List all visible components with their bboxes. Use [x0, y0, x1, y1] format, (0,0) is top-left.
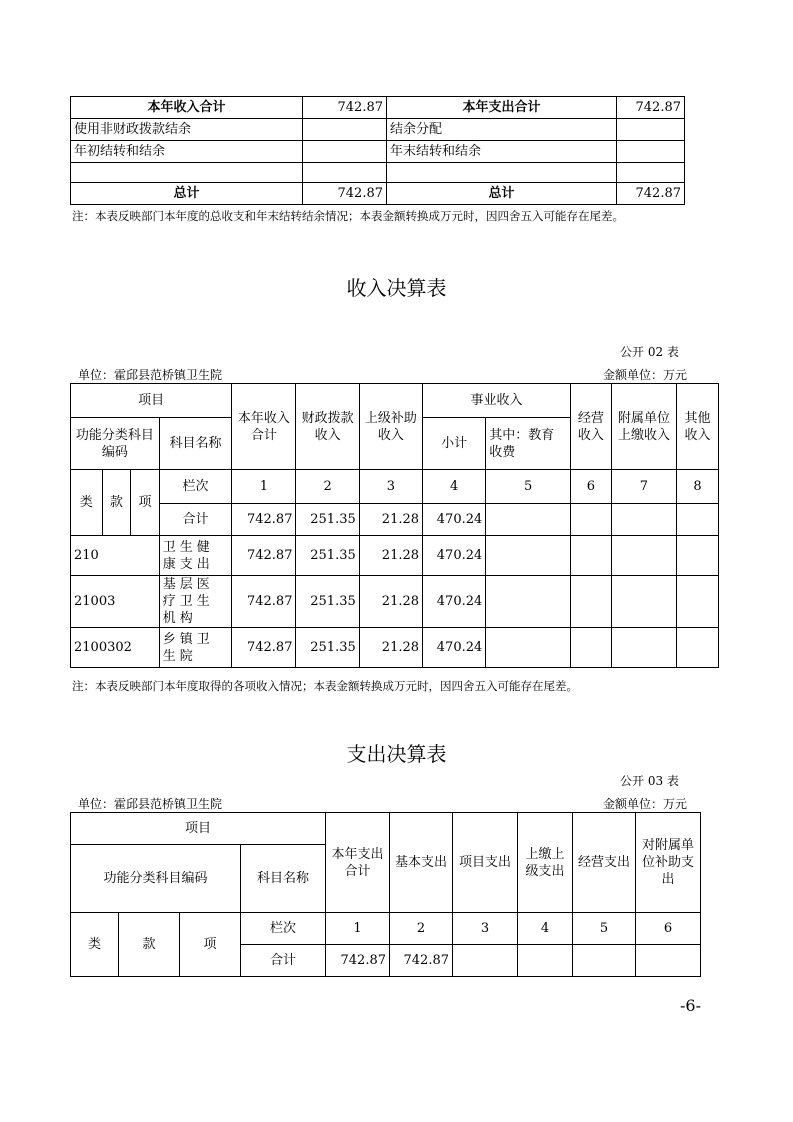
header-operating: 经营收入 [570, 384, 611, 470]
col-number: 8 [677, 470, 719, 504]
header-lei: 类 [71, 470, 103, 536]
summary-value: 742.87 [617, 183, 685, 205]
empty-cell [486, 576, 571, 628]
table-row [71, 576, 719, 628]
summary-label: 结余分配 [387, 119, 617, 141]
col-number: 5 [573, 913, 636, 945]
row-fiscal: 251.35 [296, 576, 359, 628]
row-superior: 21.28 [359, 536, 422, 576]
income-title: 收入决算表 [346, 276, 447, 300]
income-money-unit: 金额单位：万元 [603, 368, 688, 382]
summary-value [617, 163, 685, 183]
empty-cell [677, 504, 719, 536]
col-number: 5 [486, 470, 571, 504]
header-project: 项目支出 [453, 813, 518, 913]
empty-cell [570, 536, 611, 576]
empty-cell [570, 628, 611, 668]
header-xiang: 项 [131, 470, 160, 536]
col-number: 4 [423, 470, 486, 504]
summary-label: 总计 [71, 183, 303, 205]
summary-label: 年初结转和结余 [71, 141, 303, 163]
row-superior: 21.28 [359, 576, 422, 628]
empty-cell [611, 576, 676, 628]
header-heji: 合计 [159, 504, 231, 536]
header-paid-superior: 上缴上级支出 [518, 813, 573, 913]
col-number: 1 [232, 470, 296, 504]
summary-label: 总计 [387, 183, 617, 205]
col-number: 6 [570, 470, 611, 504]
summary-label: 年末结转和结余 [387, 141, 617, 163]
total-row-subtotal: 470.24 [423, 504, 486, 536]
page-number: -6- [680, 996, 701, 1015]
table-row [71, 536, 719, 576]
summary-label: 使用非财政拨款结余 [71, 119, 303, 141]
empty-cell [677, 536, 719, 576]
row-total: 742.87 [232, 576, 296, 628]
empty-cell [611, 536, 676, 576]
expense-title: 支出决算表 [346, 742, 447, 766]
summary-label [71, 163, 303, 183]
summary-value: 742.87 [617, 97, 685, 119]
col-number: 2 [296, 470, 359, 504]
expense-table [70, 812, 701, 977]
header-lei: 类 [71, 913, 119, 977]
expense-table-no: 公开 03 表 [620, 774, 679, 788]
row-fiscal: 251.35 [296, 628, 359, 668]
row-total: 742.87 [232, 628, 296, 668]
summary-value: 742.87 [303, 183, 387, 205]
summary-value [303, 141, 387, 163]
col-number: 3 [453, 913, 518, 945]
row-subtotal: 470.24 [423, 628, 486, 668]
header-func-code: 功能分类科目编码 [71, 845, 241, 913]
empty-cell [611, 504, 676, 536]
header-basic: 基本支出 [390, 813, 453, 913]
header-total: 本年收入合计 [232, 384, 296, 470]
empty-cell [453, 945, 518, 977]
header-fiscal: 财政拨款收入 [296, 384, 359, 470]
header-item: 项目 [71, 813, 326, 845]
empty-cell [486, 628, 571, 668]
row-subtotal: 470.24 [423, 576, 486, 628]
empty-cell [636, 945, 701, 977]
header-subject-name: 科目名称 [159, 418, 231, 470]
income-table [70, 383, 719, 668]
empty-cell [573, 945, 636, 977]
col-number: 1 [326, 913, 390, 945]
header-heji: 合计 [241, 945, 326, 977]
header-affiliated: 对附属单位补助支出 [636, 813, 701, 913]
summary-label: 本年收入合计 [71, 97, 303, 119]
header-subject-name: 科目名称 [241, 845, 326, 913]
empty-cell [570, 576, 611, 628]
summary-value [617, 141, 685, 163]
total-row-fiscal: 251.35 [296, 504, 359, 536]
row-code: 2100302 [71, 628, 160, 668]
header-other: 其他收入 [677, 384, 719, 470]
header-affiliated: 附属单位上缴收入 [611, 384, 676, 470]
total-row-basic: 742.87 [390, 945, 453, 977]
total-row-total: 742.87 [326, 945, 390, 977]
header-edu-fee: 其中：教育收费 [486, 418, 571, 470]
header-operating: 经营支出 [573, 813, 636, 913]
row-subtotal: 470.24 [423, 536, 486, 576]
summary-table [70, 96, 685, 205]
total-row-total: 742.87 [232, 504, 296, 536]
col-number: 6 [636, 913, 701, 945]
empty-cell [677, 628, 719, 668]
income-note: 注：本表反映部门本年度取得的各项收入情况；本表金额转换成万元时，因四舍五入可能存在尾差。 [72, 679, 578, 693]
row-superior: 21.28 [359, 628, 422, 668]
row-code: 21003 [71, 576, 160, 628]
empty-cell [518, 945, 573, 977]
header-lanci: 栏次 [159, 470, 231, 504]
empty-cell [611, 628, 676, 668]
header-func-code: 功能分类科目编码 [71, 418, 160, 470]
summary-value [617, 119, 685, 141]
header-kuan: 款 [119, 913, 180, 977]
row-total: 742.87 [232, 536, 296, 576]
row-name: 基层医疗卫生机构 [159, 576, 231, 628]
col-number: 4 [518, 913, 573, 945]
expense-money-unit: 金额单位：万元 [603, 797, 688, 811]
summary-value: 742.87 [303, 97, 387, 119]
header-business: 事业收入 [423, 384, 571, 418]
summary-label [387, 163, 617, 183]
empty-cell [677, 576, 719, 628]
row-fiscal: 251.35 [296, 536, 359, 576]
total-row-superior: 21.28 [359, 504, 422, 536]
summary-value [303, 163, 387, 183]
col-number: 7 [611, 470, 676, 504]
summary-note: 注：本表反映部门本年度的总收支和年末结转结余情况；本表金额转换成万元时，因四舍五入可能存在尾差。 [72, 209, 624, 223]
col-number: 3 [359, 470, 422, 504]
header-total: 本年支出合计 [326, 813, 390, 913]
summary-label: 本年支出合计 [387, 97, 617, 119]
header-item: 项目 [71, 384, 232, 418]
row-name: 卫生健康支出 [159, 536, 231, 576]
header-superior: 上级补助收入 [359, 384, 422, 470]
header-lanci: 栏次 [241, 913, 326, 945]
expense-unit: 单位：霍邱县范桥镇卫生院 [78, 797, 223, 811]
row-code: 210 [71, 536, 160, 576]
empty-cell [486, 504, 571, 536]
empty-cell [570, 504, 611, 536]
income-unit: 单位：霍邱县范桥镇卫生院 [78, 368, 223, 382]
header-subtotal: 小计 [423, 418, 486, 470]
row-name: 乡镇卫生院 [159, 628, 231, 668]
empty-cell [486, 536, 571, 576]
header-xiang: 项 [180, 913, 241, 977]
header-kuan: 款 [102, 470, 131, 536]
income-table-no: 公开 02 表 [620, 345, 679, 359]
col-number: 2 [390, 913, 453, 945]
summary-value [303, 119, 387, 141]
table-row [71, 628, 719, 668]
